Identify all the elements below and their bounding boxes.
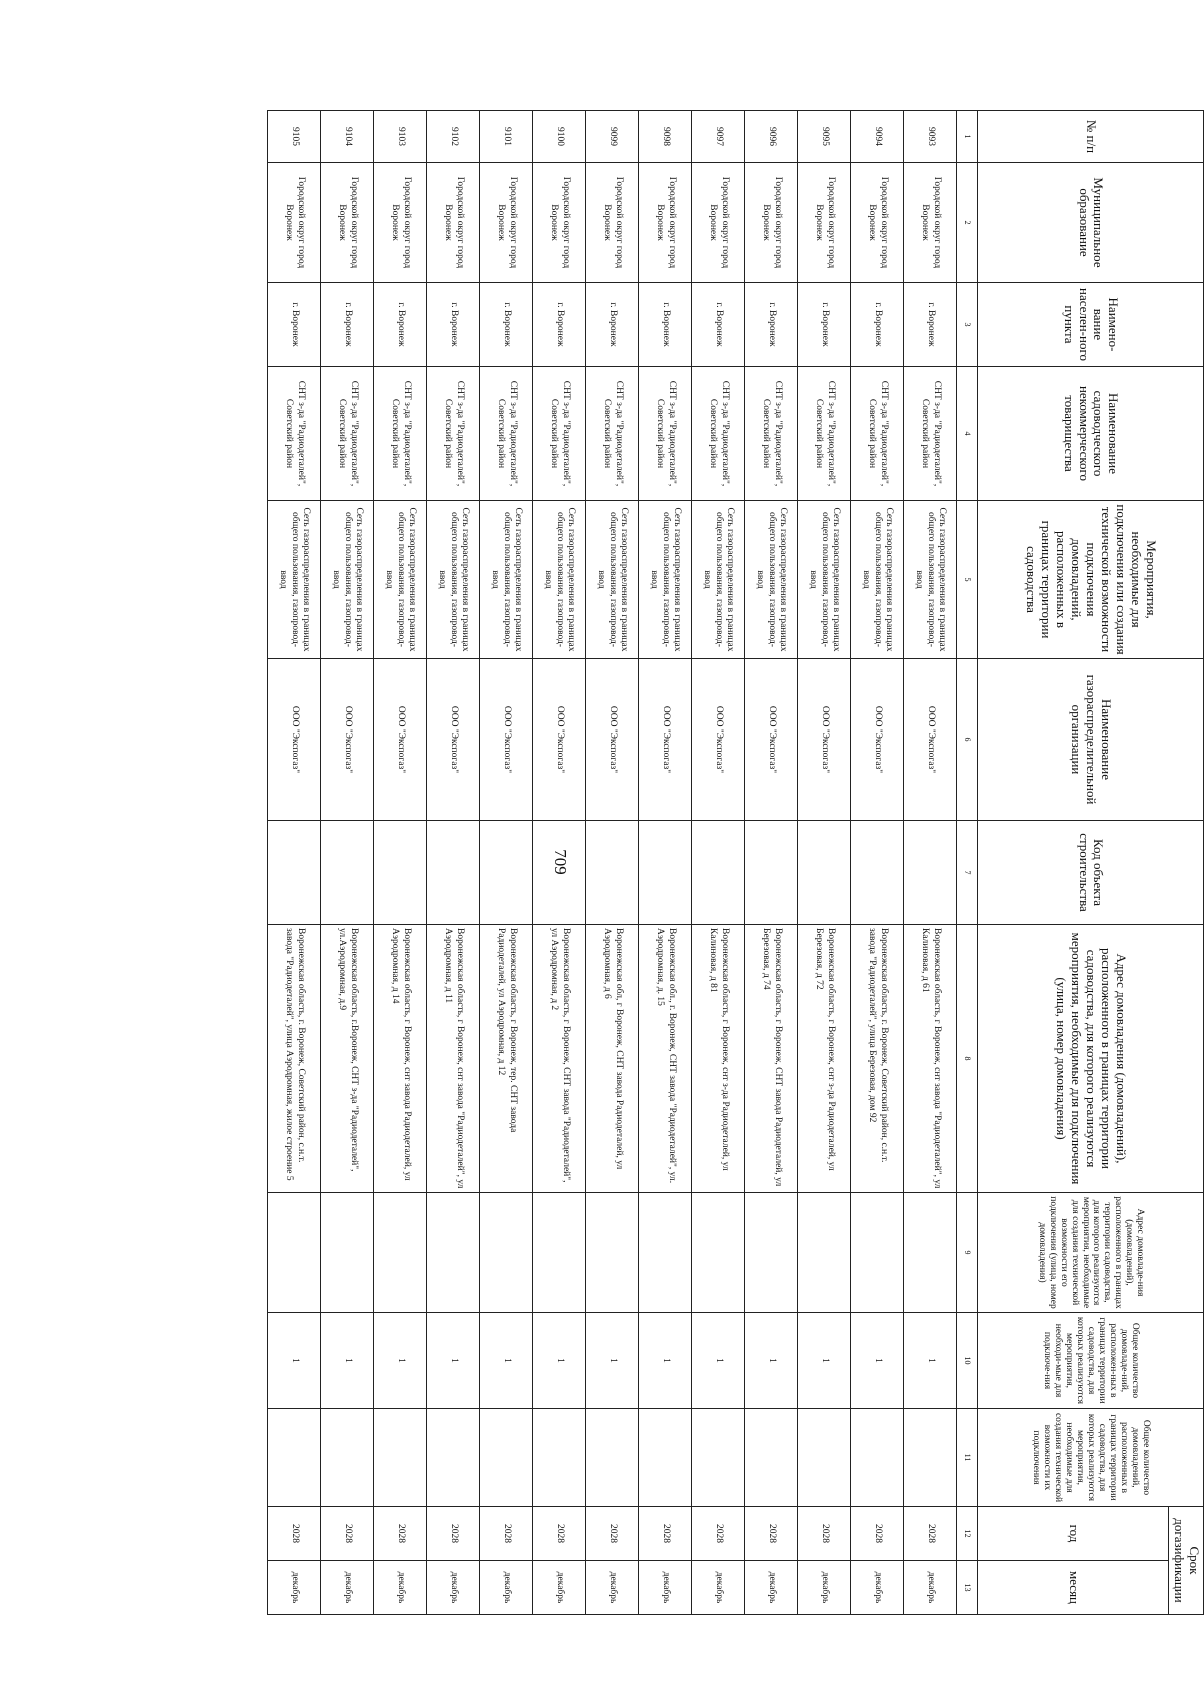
settlement-cell: г. Воронеж <box>851 283 904 367</box>
header-deadline: Срок догазификации <box>1169 1507 1204 1615</box>
gas-org-cell: ООО "Экспогаз" <box>480 659 533 821</box>
row-number-cell: 9097 <box>692 111 745 163</box>
address-connection-cell: Воронежская обл, г Воронеж, СНТ завода Радиодеталей, ул Аэродромная, д 6 <box>586 925 639 1193</box>
year-cell: 2028 <box>851 1507 904 1561</box>
object-code-cell <box>533 821 586 925</box>
year-cell: 2028 <box>374 1507 427 1561</box>
row-number-cell: 9102 <box>427 111 480 163</box>
municipality-cell: Городской округ город Воронеж <box>374 163 427 283</box>
column-number: 6 <box>957 659 978 821</box>
settlement-cell: г. Воронеж <box>904 283 957 367</box>
address-connection-cell: Воронежская область, г. Воронеж, Советский район, с.н.т. завода "Радиодеталей", улица Березовая, дом 92 <box>851 925 904 1193</box>
count-connection-cell: 1 <box>851 1313 904 1409</box>
settlement-cell: г. Воронеж <box>374 283 427 367</box>
object-code-cell <box>480 821 533 925</box>
row-number-cell: 9103 <box>374 111 427 163</box>
count-connection-cell: 1 <box>533 1313 586 1409</box>
snt-name-cell: СНТ з-да "Радиодеталей", Советский район <box>692 367 745 501</box>
settlement-cell: г. Воронеж <box>268 283 321 367</box>
count-capability-cell <box>745 1409 798 1507</box>
address-connection-cell: Воронежская обл., г. Воронеж, СНТ завода "Радиодеталей", ул. Аэродромная, д. 15 <box>639 925 692 1193</box>
row-number-cell: 9104 <box>321 111 374 163</box>
header-address-capability: Адрес домовладе-ния (домовладений), расположенного в границах территории садоводства, для которого реализуются мероприятия, необходимые для создания технической возможности его подключения (улица, номер домовладения) <box>978 1193 1204 1313</box>
column-number: 11 <box>957 1409 978 1507</box>
snt-name-cell: СНТ з-да "Радиодеталей", Советский район <box>268 367 321 501</box>
gas-org-cell: ООО "Экспогаз" <box>904 659 957 821</box>
header-number: № п/п <box>978 111 1204 163</box>
measures-cell: Сеть газораспределения в границах общего пользования, газопровод-ввод <box>427 501 480 659</box>
snt-name-cell: СНТ з-да "Радиодеталей", Советский район <box>321 367 374 501</box>
address-capability-cell <box>851 1193 904 1313</box>
settlement-cell: г. Воронеж <box>480 283 533 367</box>
count-connection-cell: 1 <box>480 1313 533 1409</box>
count-capability-cell <box>374 1409 427 1507</box>
column-number: 13 <box>957 1561 978 1615</box>
settlement-cell: г. Воронеж <box>745 283 798 367</box>
gas-org-cell: ООО "Экспогаз" <box>533 659 586 821</box>
municipality-cell: Городской округ город Воронеж <box>480 163 533 283</box>
count-connection-cell: 1 <box>427 1313 480 1409</box>
row-number-cell: 9101 <box>480 111 533 163</box>
object-code-cell <box>374 821 427 925</box>
column-number: 3 <box>957 283 978 367</box>
address-connection-cell: Воронежская область, г Воронеж, СНТ завода Радиодеталей, ул Березовая, д 74 <box>745 925 798 1193</box>
header-year: год <box>978 1507 1169 1561</box>
month-cell: декабрь <box>745 1561 798 1615</box>
count-capability-cell <box>798 1409 851 1507</box>
month-cell: декабрь <box>480 1561 533 1615</box>
object-code-cell <box>798 821 851 925</box>
gas-org-cell: ООО "Экспогаз" <box>798 659 851 821</box>
address-capability-cell <box>639 1193 692 1313</box>
count-capability-cell <box>904 1409 957 1507</box>
municipality-cell: Городской округ город Воронеж <box>427 163 480 283</box>
municipality-cell: Городской округ город Воронеж <box>639 163 692 283</box>
object-code-cell <box>745 821 798 925</box>
municipality-cell: Городской округ город Воронеж <box>692 163 745 283</box>
count-connection-cell: 1 <box>321 1313 374 1409</box>
address-capability-cell <box>798 1193 851 1313</box>
snt-name-cell: СНТ з-да "Радиодеталей", Советский район <box>904 367 957 501</box>
snt-name-cell: СНТ з-да "Радиодеталей", Советский район <box>798 367 851 501</box>
year-cell: 2028 <box>904 1507 957 1561</box>
snt-name-cell: СНТ з-да "Радиодеталей", Советский район <box>745 367 798 501</box>
month-cell: декабрь <box>851 1561 904 1615</box>
table-row <box>321 111 374 1615</box>
row-number-cell: 9094 <box>851 111 904 163</box>
municipality-cell: Городской округ город Воронеж <box>586 163 639 283</box>
snt-name-cell: СНТ з-да "Радиодеталей", Советский район <box>639 367 692 501</box>
address-connection-cell: Воронежская область, г Воронеж, снт з-да Радиодеталей, ул Калиновая, д 81 <box>692 925 745 1193</box>
header-count-capability: Общее количество домовладений, расположенных в границах территории садоводства, для которых реализуются мероприятия, необходимые для создания технической возможности их подключения <box>978 1409 1204 1507</box>
address-capability-cell <box>480 1193 533 1313</box>
column-number: 9 <box>957 1193 978 1313</box>
municipality-cell: Городской округ город Воронеж <box>321 163 374 283</box>
month-cell: декабрь <box>586 1561 639 1615</box>
gas-org-cell: ООО "Экспогаз" <box>268 659 321 821</box>
address-capability-cell <box>745 1193 798 1313</box>
row-number-cell: 9095 <box>798 111 851 163</box>
snt-name-cell: СНТ з-да "Радиодеталей", Советский район <box>480 367 533 501</box>
gas-org-cell: ООО "Экспогаз" <box>427 659 480 821</box>
table-row <box>904 111 957 1615</box>
object-code-cell <box>851 821 904 925</box>
month-cell: декабрь <box>904 1561 957 1615</box>
measures-cell: Сеть газораспределения в границах общего пользования, газопровод-ввод <box>480 501 533 659</box>
count-capability-cell <box>321 1409 374 1507</box>
header-municipality: Муниципальное образование <box>978 163 1204 283</box>
measures-cell: Сеть газораспределения в границах общего пользования, газопровод-ввод <box>745 501 798 659</box>
address-connection-cell: Воронежская область, г.Воронеж, СНТ з-да "Радиодеталей", ул.Аэродромная, д.9 <box>321 925 374 1193</box>
month-cell: декабрь <box>321 1561 374 1615</box>
count-capability-cell <box>268 1409 321 1507</box>
address-capability-cell <box>692 1193 745 1313</box>
table-row <box>851 111 904 1615</box>
row-number-cell: 9096 <box>745 111 798 163</box>
address-capability-cell <box>904 1193 957 1313</box>
gas-org-cell: ООО "Экспогаз" <box>321 659 374 821</box>
measures-cell: Сеть газораспределения в границах общего пользования, газопровод-ввод <box>268 501 321 659</box>
month-cell: декабрь <box>639 1561 692 1615</box>
count-connection-cell: 1 <box>692 1313 745 1409</box>
column-number: 10 <box>957 1313 978 1409</box>
measures-cell: Сеть газораспределения в границах общего пользования, газопровод-ввод <box>533 501 586 659</box>
settlement-cell: г. Воронеж <box>321 283 374 367</box>
month-cell: декабрь <box>268 1561 321 1615</box>
table-row <box>798 111 851 1615</box>
count-capability-cell <box>533 1409 586 1507</box>
gasification-table <box>267 110 1204 1615</box>
month-cell: декабрь <box>427 1561 480 1615</box>
address-connection-cell: Воронежская область, г Воронеж, снт завода "Радиодеталей", ул Калиновая, д 61 <box>904 925 957 1193</box>
table-row <box>374 111 427 1615</box>
table-row <box>427 111 480 1615</box>
count-connection-cell: 1 <box>586 1313 639 1409</box>
column-number: 1 <box>957 111 978 163</box>
measures-cell: Сеть газораспределения в границах общего пользования, газопровод-ввод <box>639 501 692 659</box>
object-code-cell <box>586 821 639 925</box>
count-capability-cell <box>692 1409 745 1507</box>
header-count-connection: Общее количество домовладе-ний, расположен-ных в границах территории садоводства, для которых реализуются мероприятия, необходи-мые для подключе-ния <box>978 1313 1204 1409</box>
column-number: 5 <box>957 501 978 659</box>
column-number: 2 <box>957 163 978 283</box>
address-connection-cell: Воронежская область, г Воронеж, снт завода "Радиодеталей", ул Аэродромная, д 11 <box>427 925 480 1193</box>
snt-name-cell: СНТ з-да "Радиодеталей", Советский район <box>586 367 639 501</box>
header-measures: Мероприятия, необходимые для подключения или создания технической возможности подключения домовладений, расположенных в границах территории садоводства <box>978 501 1204 659</box>
header-object-code: Код объекта строительства <box>978 821 1204 925</box>
year-cell: 2028 <box>798 1507 851 1561</box>
year-cell: 2028 <box>427 1507 480 1561</box>
table-body <box>268 111 957 1615</box>
snt-name-cell: СНТ з-да "Радиодеталей", Советский район <box>427 367 480 501</box>
address-capability-cell <box>321 1193 374 1313</box>
municipality-cell: Городской округ город Воронеж <box>533 163 586 283</box>
settlement-cell: г. Воронеж <box>639 283 692 367</box>
header-settlement: Наимено-вание населен-ного пункта <box>978 283 1204 367</box>
municipality-cell: Городской округ город Воронеж <box>268 163 321 283</box>
row-number-cell: 9099 <box>586 111 639 163</box>
row-number-cell: 9105 <box>268 111 321 163</box>
object-code-cell <box>268 821 321 925</box>
gasification-table-sheet <box>120 110 1204 1614</box>
gas-org-cell: ООО "Экспогаз" <box>745 659 798 821</box>
address-connection-cell: Воронежская область, г Воронеж, снт завода Радиодеталей, ул Аэродромная, д 14 <box>374 925 427 1193</box>
year-cell: 2028 <box>692 1507 745 1561</box>
year-cell: 2028 <box>321 1507 374 1561</box>
column-number: 12 <box>957 1507 978 1561</box>
municipality-cell: Городской округ город Воронеж <box>904 163 957 283</box>
header-address-connection: Адрес домовладения (домовладений), расположенного в границах территории садоводства, для которого реализуются мероприятия, необходимые для подключения (улица, номер домовладения) <box>978 925 1204 1193</box>
year-cell: 2028 <box>268 1507 321 1561</box>
count-capability-cell <box>586 1409 639 1507</box>
row-number-cell: 9100 <box>533 111 586 163</box>
address-connection-cell: Воронежская область, г Воронеж, тер. СНТ завода Радиодеталей, ул Аэродромная, д 12 <box>480 925 533 1193</box>
header-month: месяц <box>978 1561 1169 1615</box>
table-row <box>692 111 745 1615</box>
address-capability-cell <box>268 1193 321 1313</box>
year-cell: 2028 <box>586 1507 639 1561</box>
table-row <box>533 111 586 1615</box>
page-number: 709 <box>551 849 570 875</box>
year-cell: 2028 <box>639 1507 692 1561</box>
snt-name-cell: СНТ з-да "Радиодеталей", Советский район <box>533 367 586 501</box>
measures-cell: Сеть газораспределения в границах общего пользования, газопровод-ввод <box>798 501 851 659</box>
object-code-cell <box>692 821 745 925</box>
object-code-cell <box>904 821 957 925</box>
address-capability-cell <box>586 1193 639 1313</box>
measures-cell: Сеть газораспределения в границах общего пользования, газопровод-ввод <box>851 501 904 659</box>
year-cell: 2028 <box>745 1507 798 1561</box>
month-cell: декабрь <box>798 1561 851 1615</box>
address-connection-cell: Воронежская область, г Воронеж, снт з-да Радиодеталей, ул Березовая, д 72 <box>798 925 851 1193</box>
municipality-cell: Городской округ город Воронеж <box>745 163 798 283</box>
measures-cell: Сеть газораспределения в границах общего пользования, газопровод-ввод <box>586 501 639 659</box>
count-connection-cell: 1 <box>639 1313 692 1409</box>
object-code-cell <box>321 821 374 925</box>
count-connection-cell: 1 <box>268 1313 321 1409</box>
settlement-cell: г. Воронеж <box>533 283 586 367</box>
year-cell: 2028 <box>480 1507 533 1561</box>
municipality-cell: Городской округ город Воронеж <box>798 163 851 283</box>
count-connection-cell: 1 <box>798 1313 851 1409</box>
table-row <box>639 111 692 1615</box>
object-code-cell <box>427 821 480 925</box>
count-connection-cell: 1 <box>904 1313 957 1409</box>
count-capability-cell <box>480 1409 533 1507</box>
address-capability-cell <box>374 1193 427 1313</box>
table-row <box>480 111 533 1615</box>
object-code-cell <box>639 821 692 925</box>
gas-org-cell: ООО "Экспогаз" <box>692 659 745 821</box>
snt-name-cell: СНТ з-да "Радиодеталей", Советский район <box>374 367 427 501</box>
gas-org-cell: ООО "Экспогаз" <box>586 659 639 821</box>
column-number: 8 <box>957 925 978 1193</box>
count-connection-cell: 1 <box>745 1313 798 1409</box>
measures-cell: Сеть газораспределения в границах общего пользования, газопровод-ввод <box>321 501 374 659</box>
settlement-cell: г. Воронеж <box>798 283 851 367</box>
gas-org-cell: ООО "Экспогаз" <box>639 659 692 821</box>
year-cell: 2028 <box>533 1507 586 1561</box>
gas-org-cell: ООО "Экспогаз" <box>851 659 904 821</box>
count-capability-cell <box>427 1409 480 1507</box>
column-number-row <box>957 111 978 1615</box>
table-row <box>745 111 798 1615</box>
month-cell: декабрь <box>533 1561 586 1615</box>
count-capability-cell <box>639 1409 692 1507</box>
count-connection-cell: 1 <box>374 1313 427 1409</box>
month-cell: декабрь <box>374 1561 427 1615</box>
settlement-cell: г. Воронеж <box>586 283 639 367</box>
header-gas-org: Наименование газораспределительной организации <box>978 659 1204 821</box>
municipality-cell: Городской округ город Воронеж <box>851 163 904 283</box>
measures-cell: Сеть газораспределения в границах общего пользования, газопровод-ввод <box>904 501 957 659</box>
measures-cell: Сеть газораспределения в границах общего пользования, газопровод-ввод <box>692 501 745 659</box>
snt-name-cell: СНТ з-да "Радиодеталей", Советский район <box>851 367 904 501</box>
count-capability-cell <box>851 1409 904 1507</box>
settlement-cell: г. Воронеж <box>427 283 480 367</box>
header-snt-name: Наименование садоводческого некоммерческого товарищества <box>978 367 1204 501</box>
address-connection-cell: Воронежская область, г Воронеж, СНТ завода "Радиодеталей", ул Аэродромная, д 2 <box>533 925 586 1193</box>
address-capability-cell <box>427 1193 480 1313</box>
table-row <box>586 111 639 1615</box>
gas-org-cell: ООО "Экспогаз" <box>374 659 427 821</box>
row-number-cell: 9098 <box>639 111 692 163</box>
settlement-cell: г. Воронеж <box>692 283 745 367</box>
table-row <box>268 111 321 1615</box>
measures-cell: Сеть газораспределения в границах общего пользования, газопровод-ввод <box>374 501 427 659</box>
row-number-cell: 9093 <box>904 111 957 163</box>
month-cell: декабрь <box>692 1561 745 1615</box>
address-capability-cell <box>533 1193 586 1313</box>
address-connection-cell: Воронежская область, г. Воронеж, Советский район, с.н.т. завода "Радиодеталей", улица Аэродромная, жилое строение 5 <box>268 925 321 1193</box>
column-number: 4 <box>957 367 978 501</box>
column-number: 7 <box>957 821 978 925</box>
